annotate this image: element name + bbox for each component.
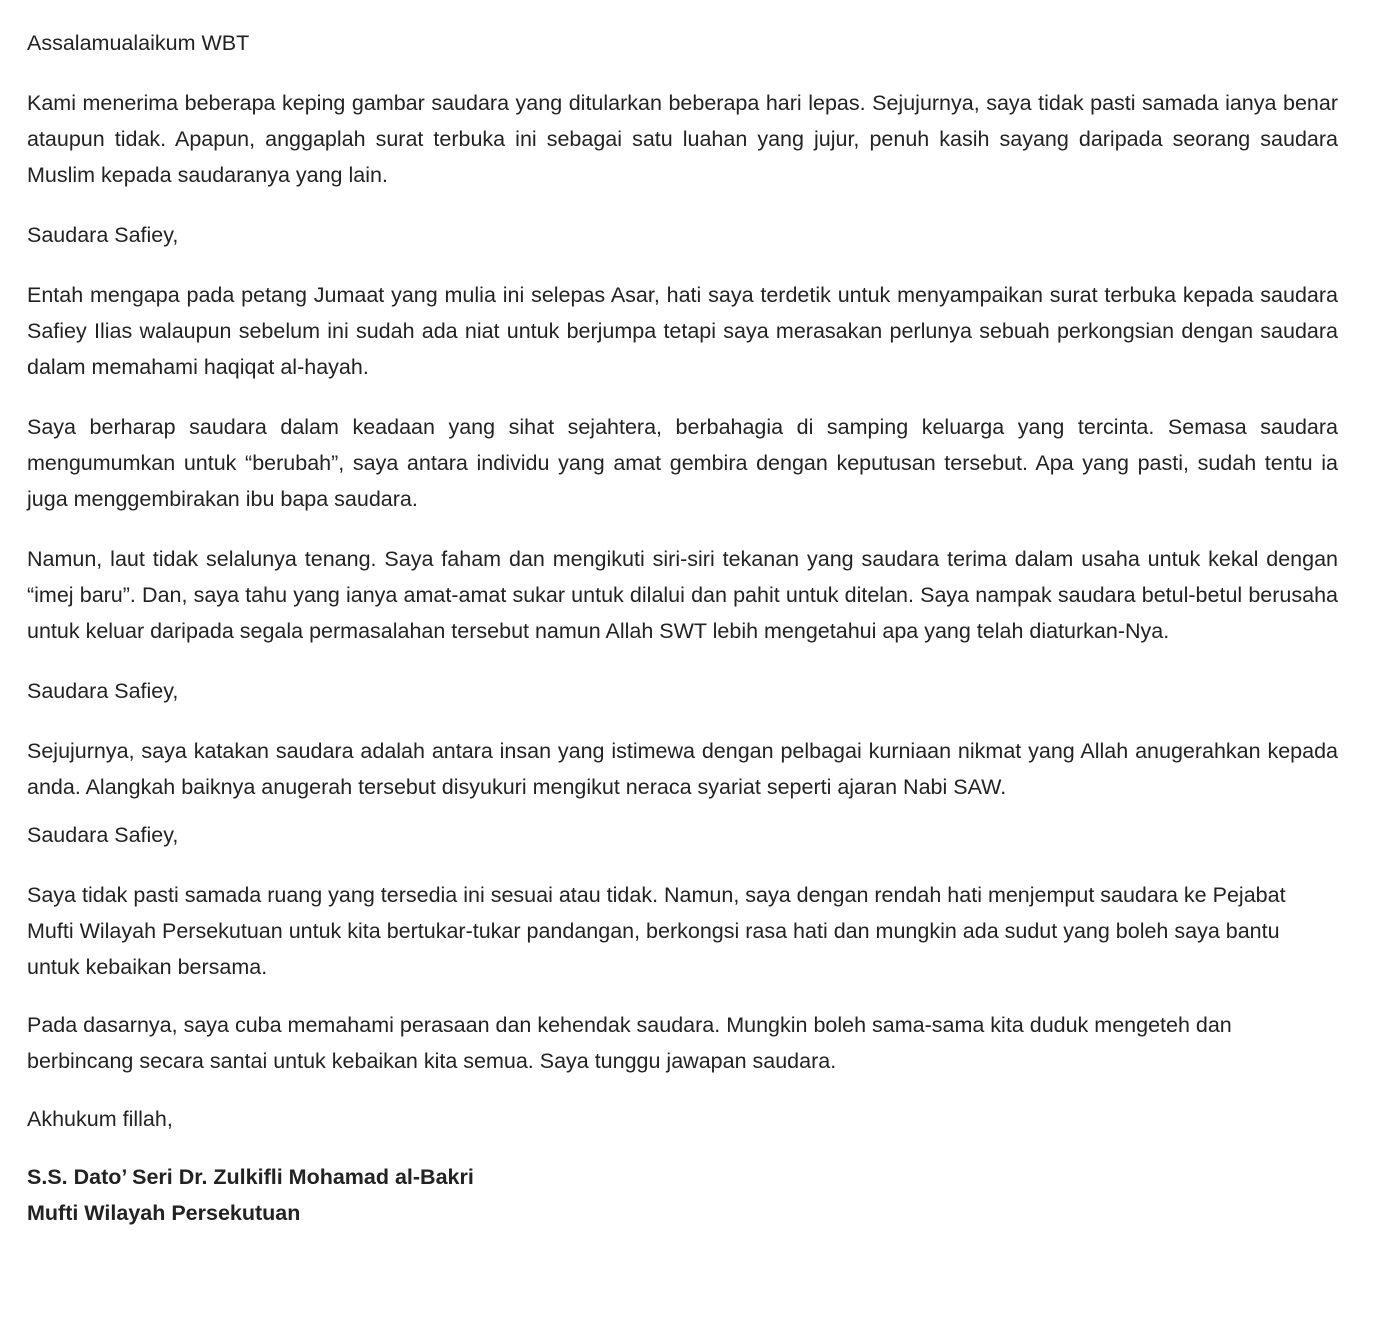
paragraph-invitation: Saya tidak pasti samada ruang yang tersedia ini sesuai atau tidak. Namun, saya dengan rendah hati menjemput saudara ke Pejabat Mufti Wilayah Persekutuan untuk kita bertukar-tukar pandangan, berkongsi rasa hati dan mungkin ada sudut yang boleh saya bantu untuk kebaikan bersama. — [27, 883, 1286, 979]
paragraph-gifts: Sejujurnya, saya katakan saudara adalah antara insan yang istimewa dengan pelbagai kurniaan nikmat yang Allah anugerahkan kepada anda. Alangkah baiknya anugerah tersebut disyukuri mengikut neraca syariat seperti ajaran Nabi SAW. — [27, 739, 1338, 799]
signature-title: Mufti Wilayah Persekutuan — [27, 1201, 301, 1225]
paragraph-struggles: Namun, laut tidak selalunya tenang. Saya faham dan mengikuti siri-siri tekanan yang saudara terima dalam usaha untuk kekal dengan “imej baru”. Dan, saya tahu yang ianya amat-amat sukar untuk dilalui dan pahit untuk ditelan. Saya nampak saudara betul-betul berusaha untuk keluar daripada segala permasalahan tersebut namun Allah SWT lebih mengetahui apa yang telah diaturkan-Nya. — [27, 547, 1338, 643]
closing: Akhukum fillah, — [27, 1107, 173, 1131]
paragraph-intro: Kami menerima beberapa keping gambar saudara yang ditularkan beberapa hari lepas. Sejujurnya, saya tidak pasti samada ianya benar ataupun tidak. Apapun, anggaplah surat terbuka ini sebagai satu luahan yang jujur, penuh kasih sayang daripada seorang saudara Muslim kepada saudaranya yang lain. — [27, 91, 1338, 187]
salutation: Saudara Safiey, — [27, 823, 179, 847]
paragraph-wishes: Saya berharap saudara dalam keadaan yang sihat sejahtera, berbahagia di samping keluarga yang tercinta. Semasa saudara mengumumkan untuk “berubah”, saya antara individu yang amat gembira dengan keputusan tersebut. Apa yang pasti, sudah tentu ia juga menggembirakan ibu bapa saudara. — [27, 415, 1338, 511]
salutation: Saudara Safiey, — [27, 679, 179, 703]
greeting: Assalamualaikum WBT — [27, 31, 250, 55]
salutation: Saudara Safiey, — [27, 223, 179, 247]
signature-block — [27, 1159, 1338, 1231]
paragraph-understanding: Pada dasarnya, saya cuba memahami perasaan dan kehendak saudara. Mungkin boleh sama-sama kita duduk mengeteh dan berbincang secara santai untuk kebaikan kita semua. Saya tunggu jawapan saudara. — [27, 1013, 1232, 1073]
signature-name: S.S. Dato’ Seri Dr. Zulkifli Mohamad al-Bakri — [27, 1165, 474, 1189]
letter-body — [27, 25, 1338, 1231]
paragraph-reason: Entah mengapa pada petang Jumaat yang mulia ini selepas Asar, hati saya terdetik untuk menyampaikan surat terbuka kepada saudara Safiey Ilias walaupun sebelum ini sudah ada niat untuk berjumpa tetapi saya merasakan perlunya sebuah perkongsian dengan saudara dalam memahami haqiqat al-hayah. — [27, 283, 1338, 379]
